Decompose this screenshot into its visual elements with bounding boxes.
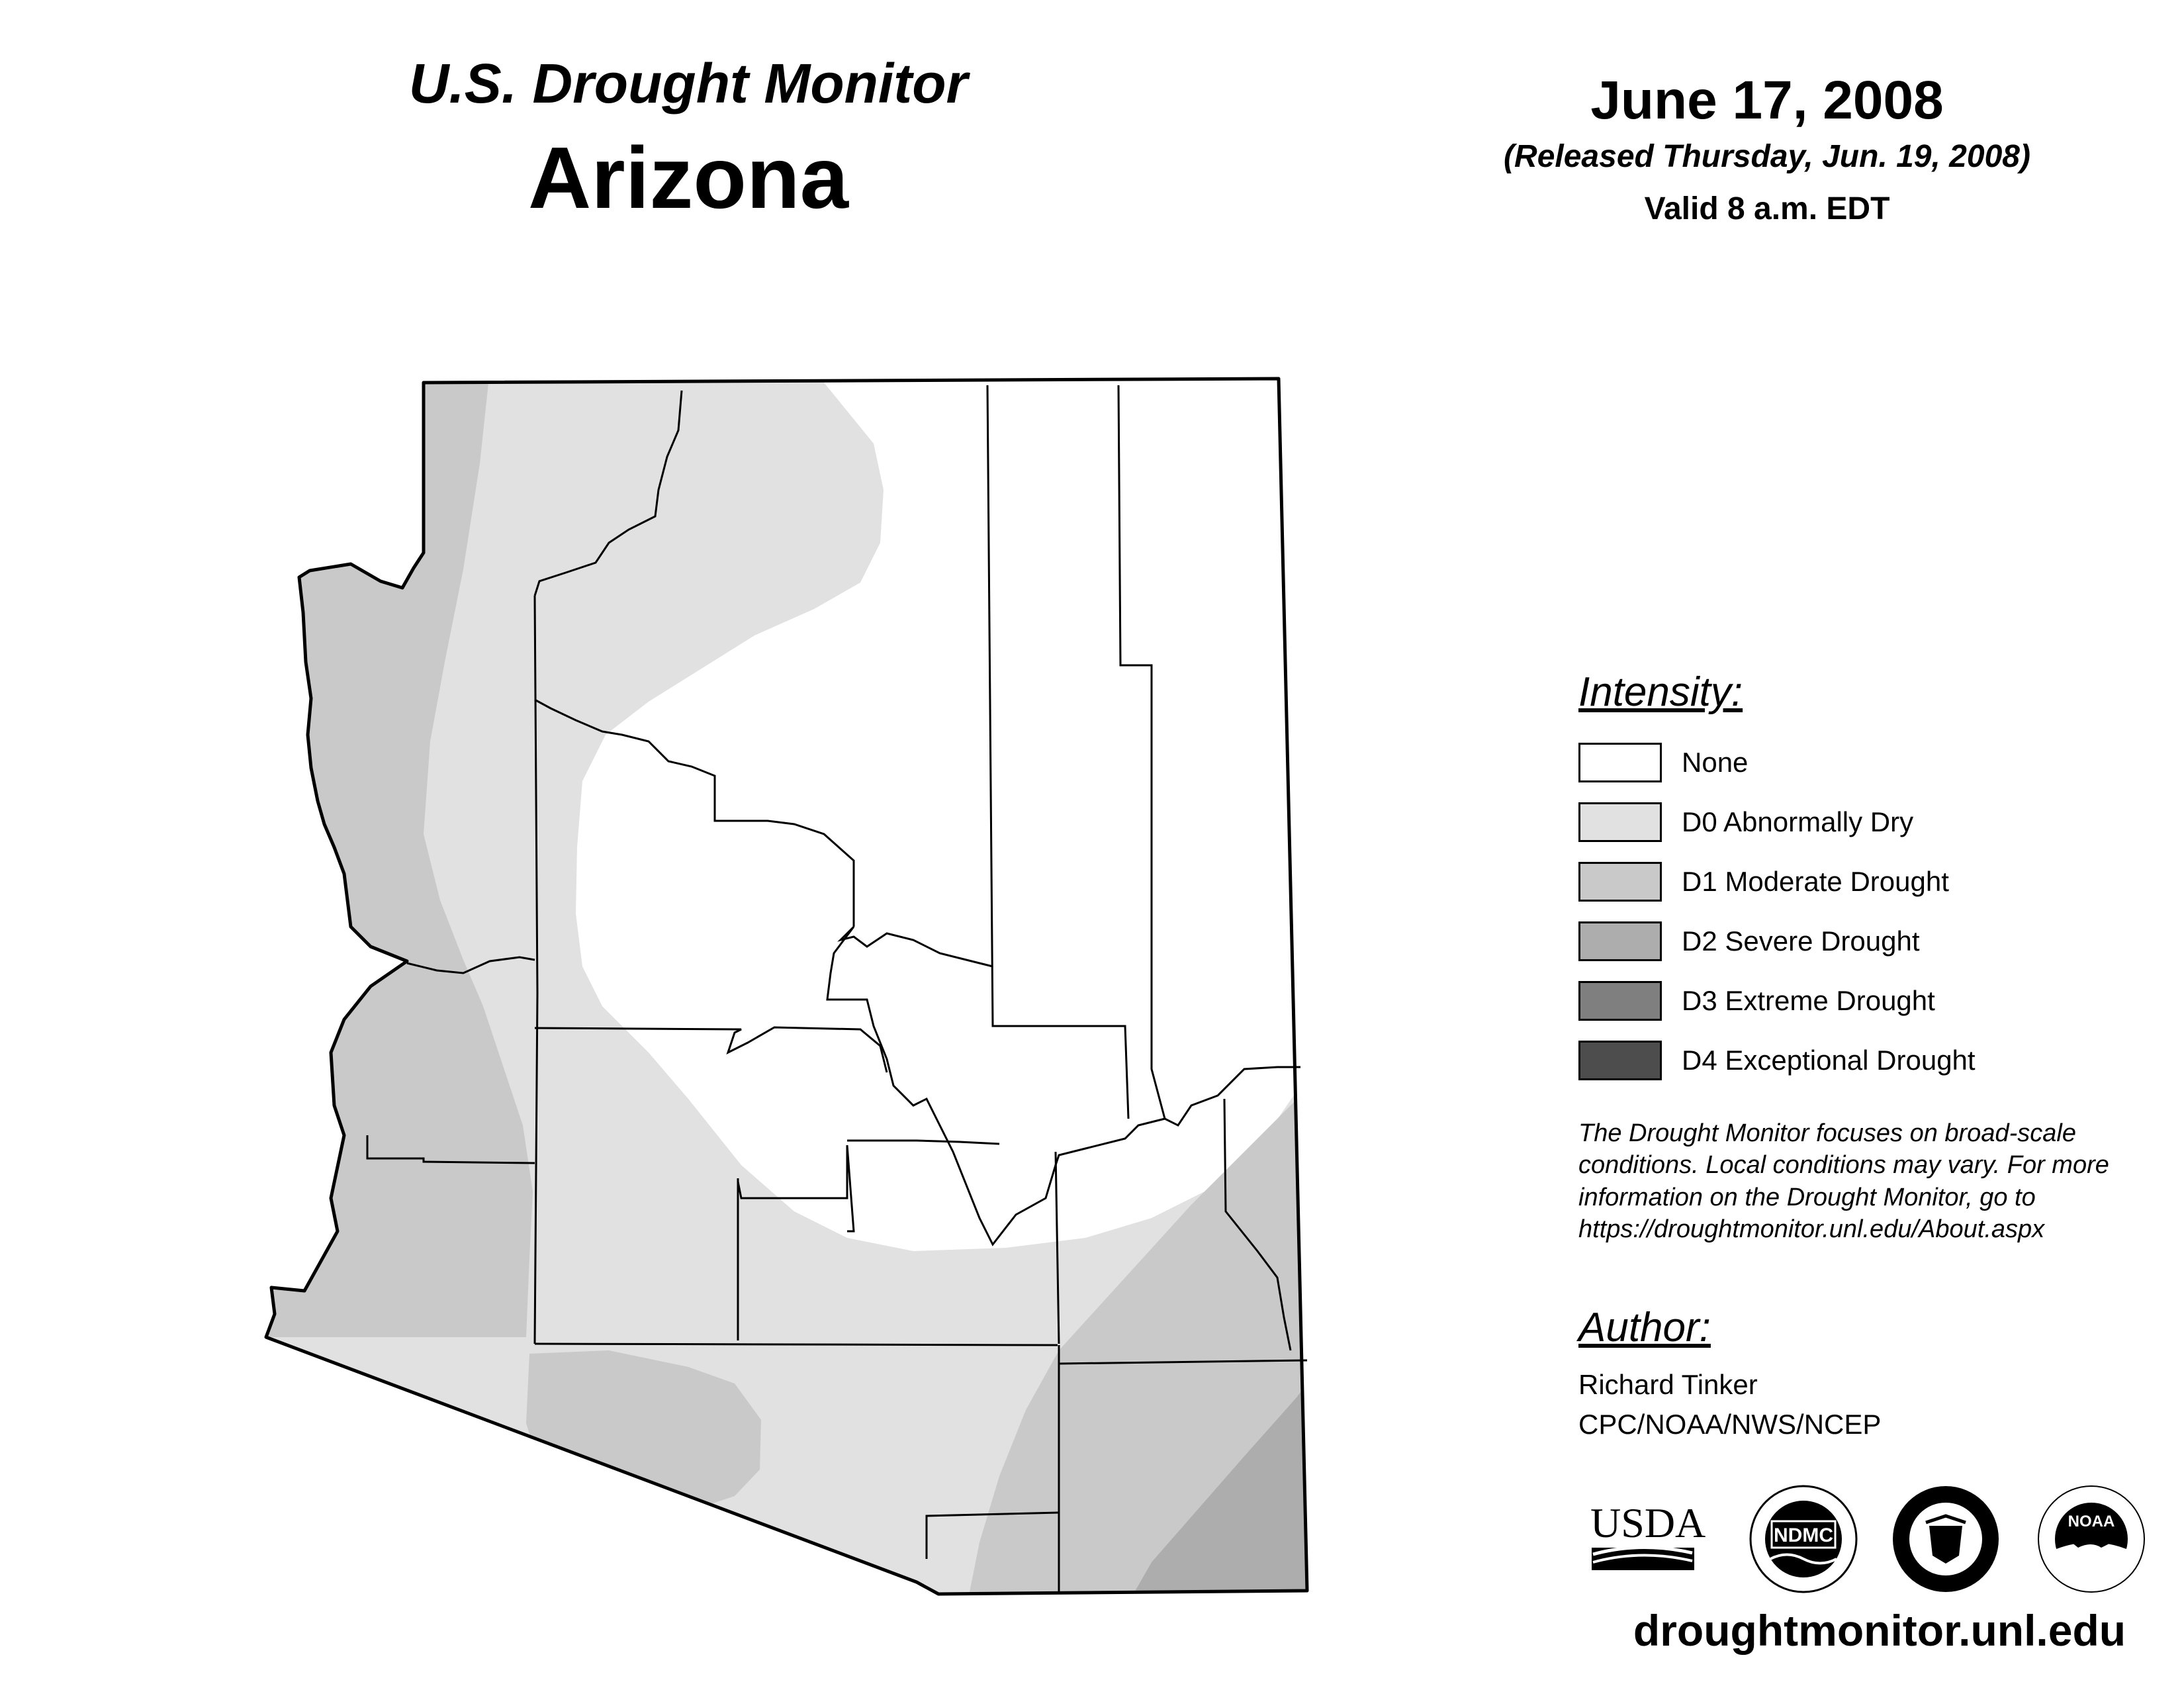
commerce-seal-icon — [1893, 1486, 1999, 1592]
map-date: June 17, 2008 — [1590, 70, 1944, 130]
ndmc-logo — [1751, 1486, 1856, 1592]
usda-logo-text: USDA — [1590, 1499, 1706, 1546]
website-url: droughtmonitor.unl.edu — [1633, 1606, 2126, 1655]
noaa-logo-text: NOAA — [2068, 1513, 2115, 1530]
legend-item-d3 — [1578, 971, 2174, 1031]
noaa-logo — [2038, 1486, 2144, 1592]
legend-swatch — [1578, 1041, 1662, 1080]
drought-areas — [251, 371, 1330, 1609]
author-title: Author: — [1578, 1305, 1711, 1350]
author-name: Richard Tinker — [1578, 1369, 1758, 1400]
legend-item-d2 — [1578, 912, 2174, 971]
legend-label: D4 Exceptional Drought — [1682, 1045, 1976, 1076]
legend-swatch — [1578, 743, 1662, 782]
legend-swatch — [1578, 862, 1662, 902]
ndmc-logo-text: NDMC — [1774, 1524, 1833, 1546]
legend-swatch — [1578, 921, 1662, 961]
disclaimer-note: The Drought Monitor focuses on broad-scale conditions. Local conditions may vary. For more information on the Drought Monitor, go to https://droughtmonitor.unl.edu/About.aspx — [1578, 1119, 2109, 1243]
map-subtitle: U.S. Drought Monitor — [408, 52, 968, 115]
state-title: Arizona — [527, 129, 849, 227]
release-date: (Released Thursday, Jun. 19, 2008) — [1504, 139, 2030, 175]
legend-label: D1 Moderate Drought — [1682, 866, 1949, 897]
author-org: CPC/NOAA/NWS/NCEP — [1578, 1409, 1882, 1440]
legend-label: None — [1682, 747, 1749, 778]
legend — [1578, 669, 2174, 1090]
legend-item-d4 — [1578, 1031, 2174, 1090]
valid-time: Valid 8 a.m. EDT — [1644, 191, 1890, 227]
legend-label: D2 Severe Drought — [1682, 925, 1920, 957]
partner-logos — [1585, 1476, 2181, 1602]
legend-swatch — [1578, 802, 1662, 842]
legend-title: Intensity: — [1578, 669, 1743, 715]
legend-label: D0 Abnormally Dry — [1682, 806, 1914, 837]
legend-swatch — [1578, 981, 1662, 1021]
legend-item-d1 — [1578, 852, 2174, 912]
legend-item-d0 — [1578, 792, 2174, 852]
legend-item-none — [1578, 733, 2174, 792]
legend-label: D3 Extreme Drought — [1682, 985, 1935, 1016]
usda-logo — [1590, 1499, 1706, 1570]
